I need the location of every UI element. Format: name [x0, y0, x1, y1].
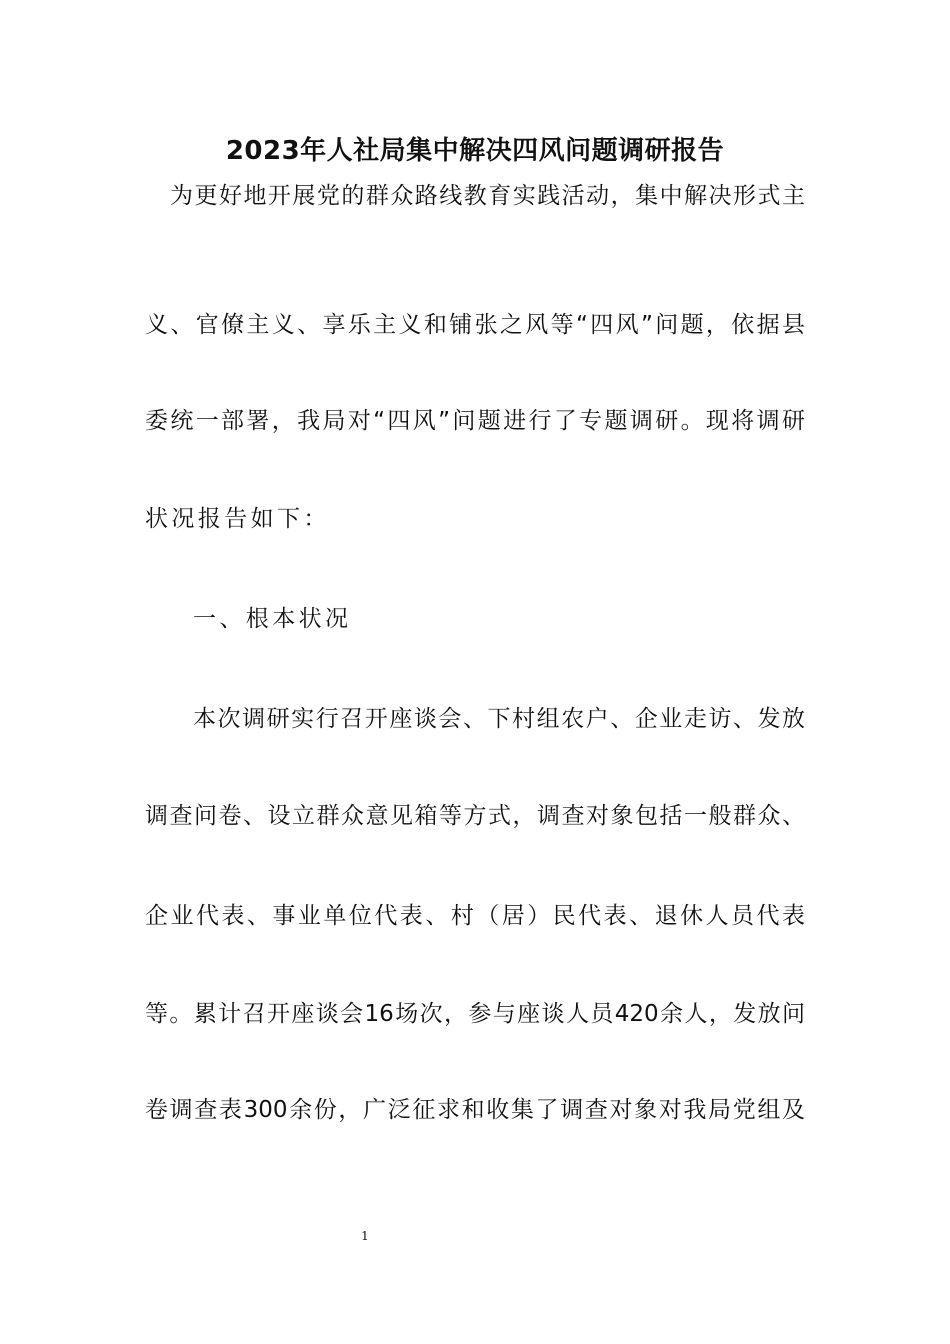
- paragraph-line: 状况报告如下：: [145, 506, 330, 532]
- paragraph-line: 本次调研实行召开座谈会、下村组农户、企业走访、发放: [193, 706, 805, 732]
- paragraph-line: 等。累计召开座谈会16场次，参与座谈人员420余人，发放问: [145, 1001, 805, 1027]
- paragraph-line: 义、官僚主义、享乐主义和铺张之风等“四风”问题，依据县: [145, 312, 805, 338]
- paragraph-line: 卷调查表300余份，广泛征求和收集了调查对象对我局党组及: [145, 1097, 805, 1123]
- paragraph-line: 企业代表、事业单位代表、村（居）民代表、退休人员代表: [145, 903, 805, 929]
- paragraph-line: 调查问卷、设立群众意见箱等方式，调查对象包括一般群众、: [145, 803, 805, 829]
- page-number: 1: [361, 1229, 369, 1243]
- section-heading: 一、根本状况: [193, 606, 352, 632]
- paragraph-line: 委统一部署，我局对“四风”问题进行了专题调研。现将调研: [145, 408, 805, 434]
- paragraph-line: 为更好地开展党的群众路线教育实践活动，集中解决形式主: [170, 183, 805, 209]
- document-title: 2023年人社局集中解决四风问题调研报告: [225, 136, 725, 166]
